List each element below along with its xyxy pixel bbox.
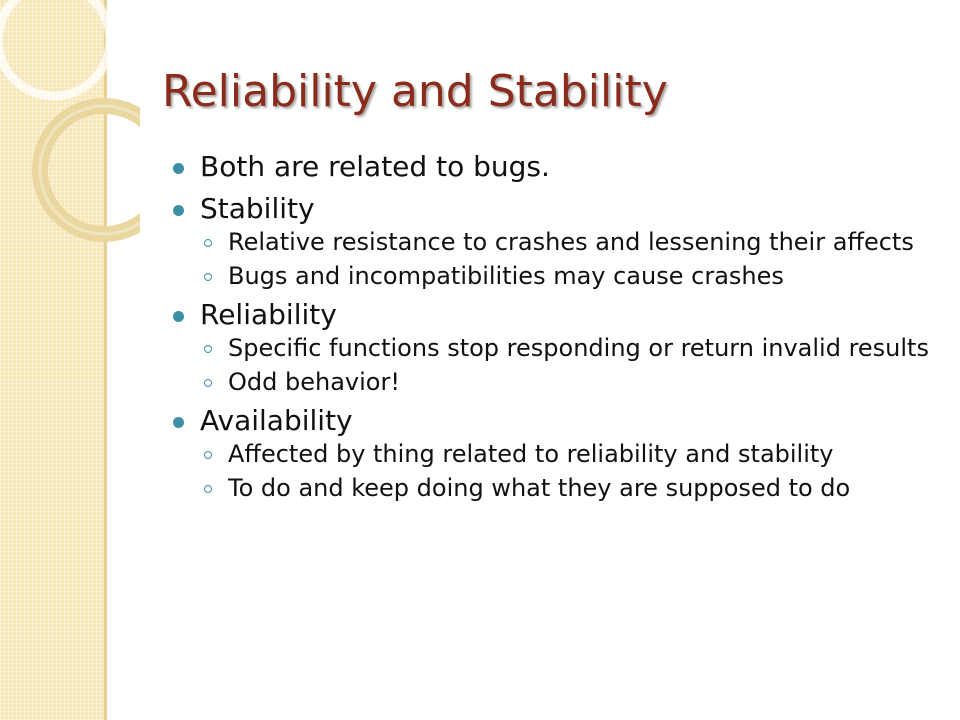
decorative-circle-top — [0, 0, 110, 96]
bullet-text: Reliability — [200, 298, 337, 331]
bullet-item — [172, 404, 942, 500]
sub-bullet-text: To do and keep doing what they are supposed to do — [228, 474, 851, 502]
sub-bullet-item — [200, 442, 942, 466]
bullet-dot-icon — [173, 163, 184, 174]
decorative-circles — [0, 0, 140, 260]
sub-bullet-text: Affected by thing related to reliability and stability — [228, 440, 834, 468]
bullet-item — [172, 192, 942, 288]
slide-title: Reliability and Stability — [162, 66, 668, 117]
sub-bullet-list — [200, 336, 942, 394]
bullet-item — [172, 150, 942, 184]
sub-bullet-item — [200, 230, 942, 254]
sub-bullet-item — [200, 476, 942, 500]
sub-bullet-text: Specific functions stop responding or return invalid results — [228, 334, 929, 362]
sub-bullet-ring-icon — [204, 379, 212, 387]
bullet-dot-icon — [173, 311, 184, 322]
bullet-list — [172, 150, 942, 510]
sub-bullet-item — [200, 370, 942, 394]
bullet-item — [172, 298, 942, 394]
sub-bullet-list — [200, 230, 942, 288]
sub-bullet-text: Odd behavior! — [228, 368, 400, 396]
sub-bullet-list — [200, 442, 942, 500]
bullet-dot-icon — [173, 205, 184, 216]
sub-bullet-text: Bugs and incompatibilities may cause crashes — [228, 262, 784, 290]
sub-bullet-ring-icon — [204, 485, 212, 493]
sub-bullet-item — [200, 264, 942, 288]
sub-bullet-ring-icon — [204, 273, 212, 281]
decorative-circle-bottom — [40, 106, 140, 234]
sub-bullet-ring-icon — [204, 451, 212, 459]
sub-bullet-item — [200, 336, 942, 360]
sub-bullet-ring-icon — [204, 239, 212, 247]
bullet-text: Availability — [200, 404, 353, 437]
sub-bullet-ring-icon — [204, 345, 212, 353]
bullet-dot-icon — [173, 417, 184, 428]
bullet-text: Stability — [200, 192, 315, 225]
bullet-text: Both are related to bugs. — [200, 150, 550, 183]
sub-bullet-text: Relative resistance to crashes and lessening their affects — [228, 228, 914, 256]
